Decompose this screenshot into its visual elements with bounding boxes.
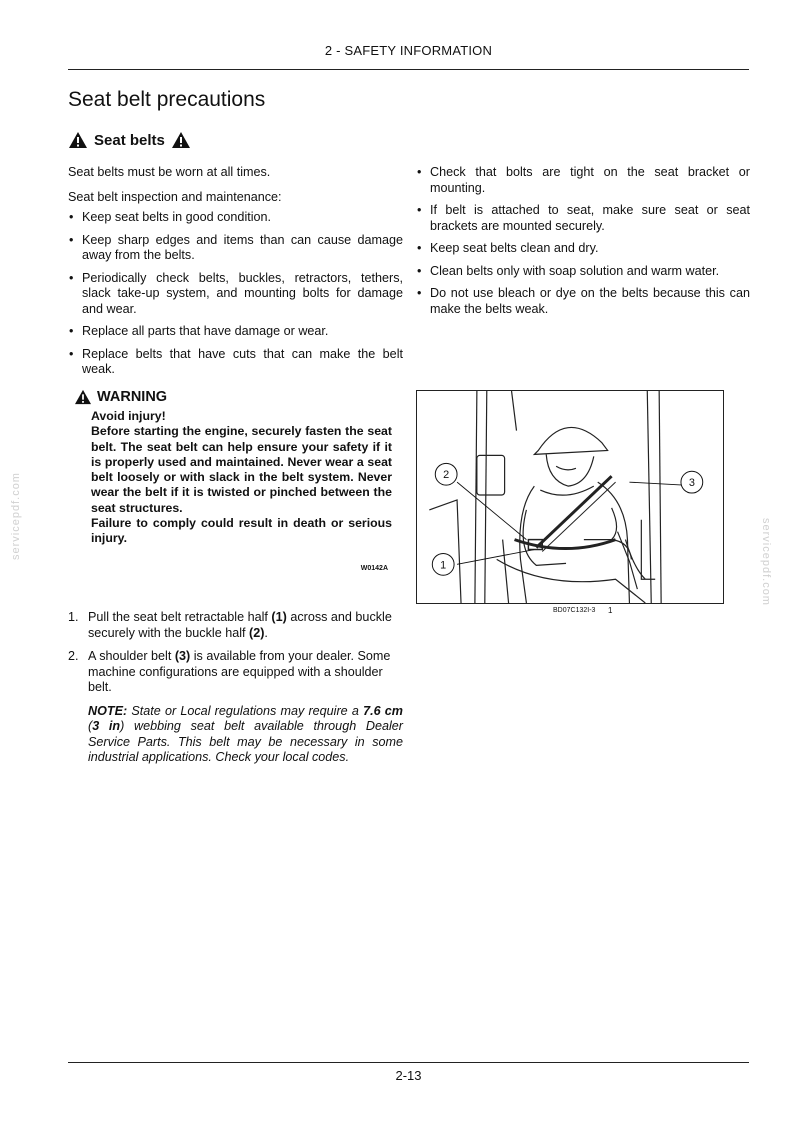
seat-belt-illustration [416, 390, 724, 604]
inspection-list [68, 210, 403, 378]
warning-line: Failure to comply could result in death or serious injury. [91, 516, 392, 546]
callout-label: 2 [443, 469, 450, 482]
page-number: 2-13 [395, 1068, 422, 1083]
procedure-steps [68, 610, 403, 766]
warning-heading [74, 389, 392, 405]
warning-text [91, 409, 392, 547]
subheading-text: Seat belts [94, 131, 165, 149]
maintenance-list [416, 165, 750, 317]
warning-triangle-icon [171, 131, 191, 149]
list-item: • Periodically check belts, buckles, retractors, tethers, slack take-up system, and mounting bolts for damage and wear. [69, 270, 403, 316]
list-item: • If belt is attached to seat, make sure seat or seat brackets are mounted securely. [417, 203, 750, 233]
warning-label: WARNING [97, 389, 168, 405]
page-title: Seat belt precautions [68, 88, 266, 111]
list-item: • Do not use bleach or dye on the belts because this can make the belts weak. [417, 286, 750, 316]
list-item: • Check that bolts are tight on the seat bracket or mounting. [417, 165, 750, 195]
warning-line: Before starting the engine, securely fasten the seat belt. The seat belt can help ensure your safety if it is properly used and maintained. Never wear a seat belt loosely or with slack in the belt system. Never wear the belt if it is twisted or pinched between the seat structures. [91, 424, 392, 515]
warning-triangle-icon [68, 131, 88, 149]
footer-rule [68, 1062, 749, 1063]
list-item: • Replace belts that have cuts that can make the belt weak. [69, 346, 403, 376]
list-item: • Replace all parts that have damage or wear. [69, 324, 329, 338]
left-column [68, 165, 403, 385]
subheading [68, 131, 191, 149]
figure-number: 1 [608, 606, 613, 615]
step-item: 1. Pull the seat belt retractable half (1) across and buckle securely with the buckle half (2). [68, 610, 392, 640]
note-label: NOTE: [88, 703, 128, 718]
operator-seat-belt-drawing [417, 391, 723, 603]
callout-label: 1 [440, 559, 447, 572]
figure-caption: BD07C132I-3 [553, 607, 596, 614]
watermark: servicepdf.com [10, 472, 22, 560]
note: NOTE: State or Local regulations may require a 7.6 cm (3 in) webbing seat belt available through Dealer Service Parts. This belt may be necessary in some industrial applications. Check your local codes. [88, 703, 403, 764]
warning-code: W0142A [360, 565, 388, 572]
warning-line: Avoid injury! [91, 409, 166, 423]
warning-triangle-icon [74, 389, 92, 405]
warning-box [74, 389, 392, 572]
intro-text: Seat belts must be worn at all times. [68, 165, 271, 179]
list-intro: Seat belt inspection and maintenance: [68, 189, 282, 204]
callout-label: 3 [688, 477, 695, 490]
step-item: 2. A shoulder belt (3) is available from your dealer. Some machine configurations are equipped with a shoulder belt. [68, 649, 391, 694]
watermark: servicepdf.com [760, 518, 772, 606]
list-item: • Keep sharp edges and items than can cause damage away from the belts. [69, 232, 403, 262]
section-header: 2 - SAFETY INFORMATION [324, 43, 493, 58]
list-item: • Clean belts only with soap solution and warm water. [417, 263, 720, 278]
right-column [416, 165, 750, 324]
list-item: • Keep seat belts clean and dry. [417, 241, 599, 255]
header-rule [68, 69, 749, 70]
list-item: • Keep seat belts in good condition. [69, 210, 272, 224]
